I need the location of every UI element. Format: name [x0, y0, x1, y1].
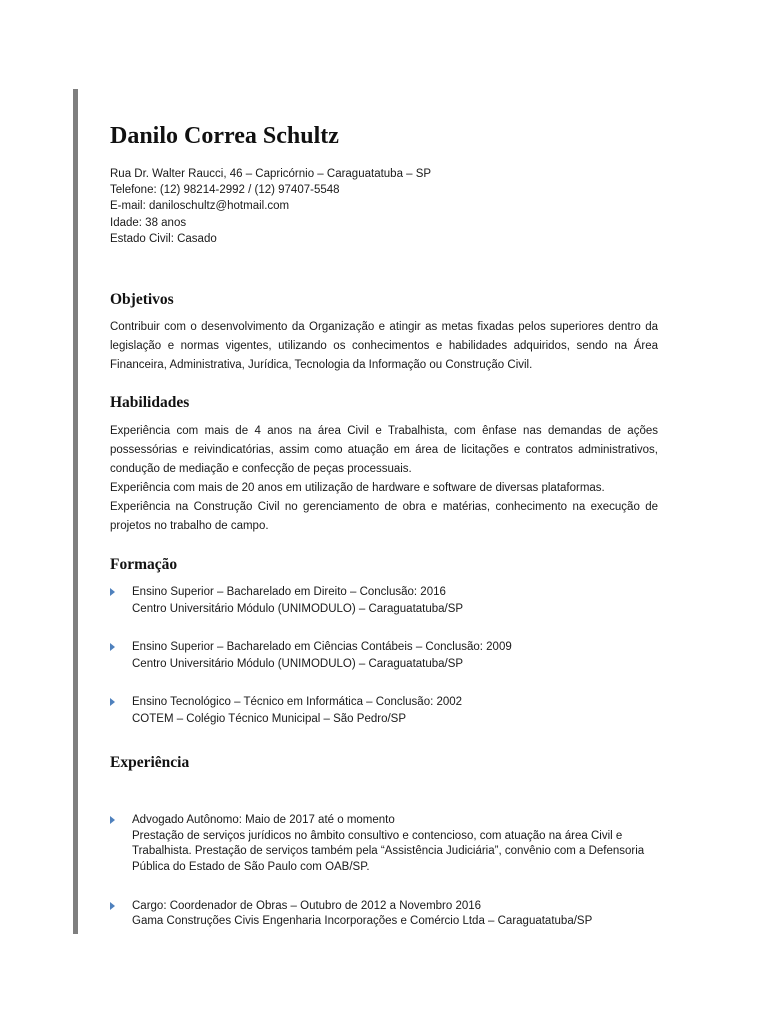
- habilidades-paragraph-1: Experiência com mais de 4 anos na área Civil e Trabalhista, com ênfase nas demandas de ações possessórias e reivindicatórias, assim como atuação em área de licitações e contratos administrativos, condução de mediação e confecção de peças processuais.: [110, 425, 658, 476]
- age-line: Idade: 38 anos: [110, 216, 187, 229]
- experiencia-description: Gama Construções Civis Engenharia Incorporações e Comércio Ltda – Caraguatatuba/SP: [132, 915, 593, 928]
- candidate-name: Danilo Correa Schultz: [110, 123, 339, 149]
- formacao-item: [110, 639, 658, 672]
- experiencia-role: Cargo: Coordenador de Obras – Outubro de 2012 a Novembro 2016: [132, 899, 482, 912]
- section-title-formacao: Formação: [110, 556, 178, 574]
- triangle-bullet-icon: [110, 902, 115, 910]
- formacao-institution: Centro Universitário Módulo (UNIMODULO) – Caraguatatuba/SP: [132, 602, 464, 615]
- experiencia-item: [110, 898, 658, 930]
- formacao-item: [110, 694, 658, 727]
- formacao-list: [110, 584, 658, 727]
- marital-status-line: Estado Civil: Casado: [110, 232, 217, 245]
- formacao-institution: COTEM – Colégio Técnico Municipal – São Pedro/SP: [132, 712, 407, 725]
- contact-block: [110, 166, 658, 247]
- triangle-bullet-icon: [110, 816, 115, 824]
- experiencia-item: [110, 812, 658, 876]
- formacao-item: [110, 584, 658, 617]
- habilidades-paragraph-2: Experiência com mais de 20 anos em utilização de hardware e software de diversas plataformas.: [110, 482, 605, 495]
- triangle-bullet-icon: [110, 643, 115, 651]
- section-title-experiencia: Experiência: [110, 754, 190, 772]
- experiencia-description: Prestação de serviços jurídicos no âmbito consultivo e contencioso, com atuação na área Civil e Trabalhista. Prestação de serviços também pela “Assistência Judiciária”, convênio com a Defensoria Pública do Estado de São Paulo com OAB/SP.: [132, 829, 645, 874]
- experiencia-list: [110, 812, 658, 930]
- triangle-bullet-icon: [110, 588, 115, 596]
- section-title-habilidades: Habilidades: [110, 394, 190, 412]
- resume-page: [110, 120, 658, 952]
- formacao-degree: Ensino Tecnológico – Técnico em Informática – Conclusão: 2002: [132, 696, 463, 709]
- experiencia-role: Advogado Autônomo: Maio de 2017 até o momento: [132, 814, 395, 827]
- email-line: E-mail: daniloschultz@hotmail.com: [110, 200, 290, 213]
- triangle-bullet-icon: [110, 698, 115, 706]
- formacao-institution: Centro Universitário Módulo (UNIMODULO) – Caraguatatuba/SP: [132, 657, 464, 670]
- left-accent-bar: [73, 89, 78, 934]
- objetivos-text: Contribuir com o desenvolvimento da Organização e atingir as metas fixadas pelos superiores dentro da legislação e normas vigentes, utilizando os conhecimentos e habilidades adquiridos, sendo na Área Financeira, Administrativa, Jurídica, Tecnologia da Informação ou Construção Civil.: [110, 321, 658, 372]
- address-line: Rua Dr. Walter Raucci, 46 – Capricórnio – Caraguatatuba – SP: [110, 168, 432, 180]
- phone-line: Telefone: (12) 98214-2992 / (12) 97407-5548: [110, 184, 340, 197]
- formacao-degree: Ensino Superior – Bacharelado em Ciências Contábeis – Conclusão: 2009: [132, 641, 512, 654]
- section-title-objetivos: Objetivos: [110, 291, 174, 309]
- formacao-degree: Ensino Superior – Bacharelado em Direito – Conclusão: 2016: [132, 586, 446, 599]
- habilidades-paragraph-3: Experiência na Construção Civil no gerenciamento de obra e matérias, conhecimento na execução de projetos no trabalho de campo.: [110, 501, 658, 533]
